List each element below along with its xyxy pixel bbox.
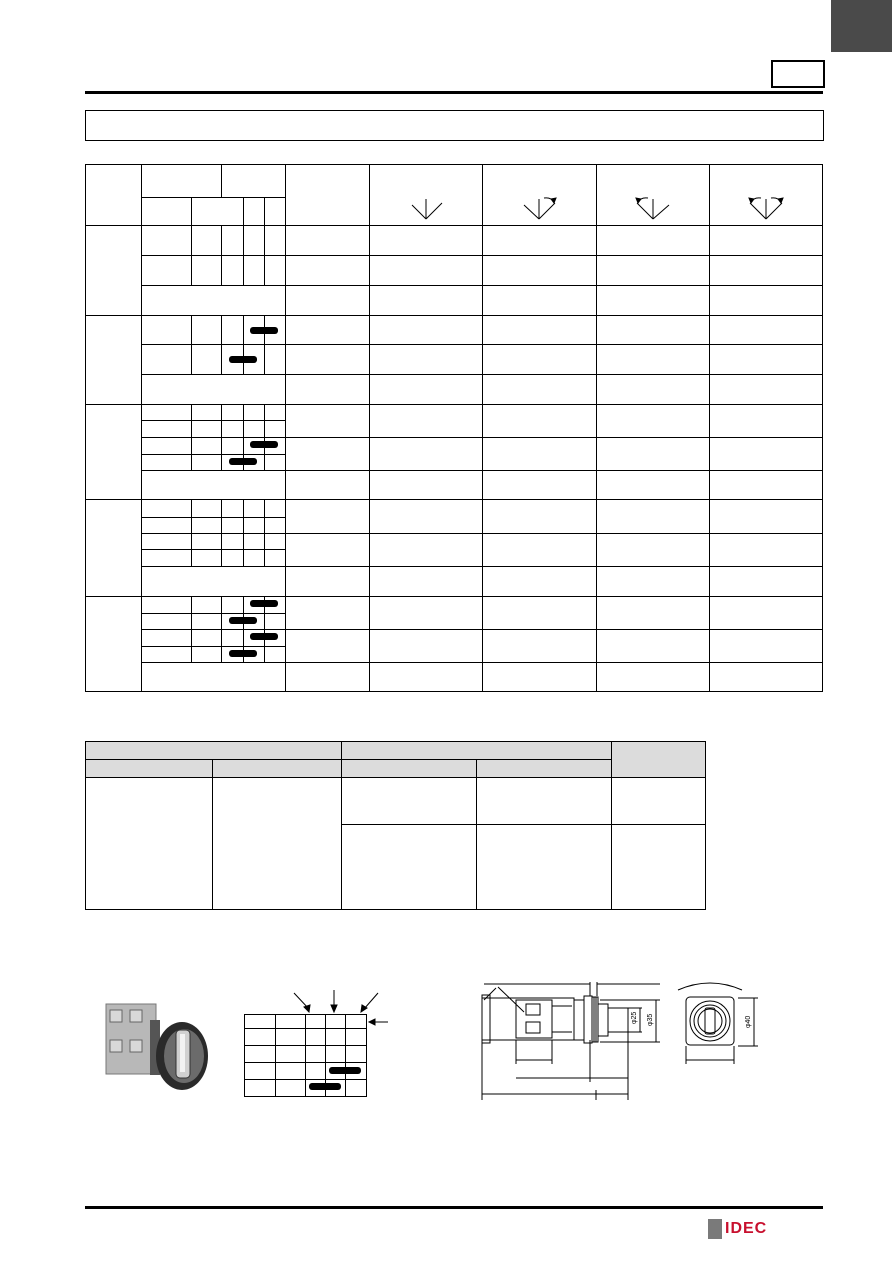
contact-bar: [229, 617, 257, 624]
header-rule: [85, 91, 823, 94]
footer-rule: [85, 1206, 823, 1209]
section-title-box: [85, 110, 824, 141]
contact-bar: [309, 1083, 341, 1090]
contact-bar: [250, 633, 278, 640]
contact-bar: [250, 327, 278, 334]
contact-bar: [250, 441, 278, 448]
contact-bar: [229, 356, 257, 363]
contact-bar: [250, 600, 278, 607]
contact-bar: [229, 650, 257, 657]
brand-name: IDEC: [725, 1220, 768, 1237]
section-tab-marker: [831, 0, 892, 52]
dim-label-35: φ35: [647, 1013, 654, 1026]
dim-label-40: φ40: [745, 1015, 752, 1028]
position-symbol-spring-both: [749, 198, 783, 219]
table-outer-border: [86, 165, 823, 692]
position-symbol-spring-left: [636, 198, 669, 219]
contact-bar: [329, 1067, 361, 1074]
dim-label-25: φ25: [631, 1011, 638, 1024]
position-symbol-maintained: [412, 199, 442, 219]
page-number-box: [771, 60, 825, 88]
product-photo: [100, 990, 210, 1098]
brand-logo: [708, 1219, 767, 1239]
contact-bar: [229, 458, 257, 465]
brand-mark-icon: [708, 1219, 722, 1239]
position-symbol-spring-right: [524, 198, 556, 219]
